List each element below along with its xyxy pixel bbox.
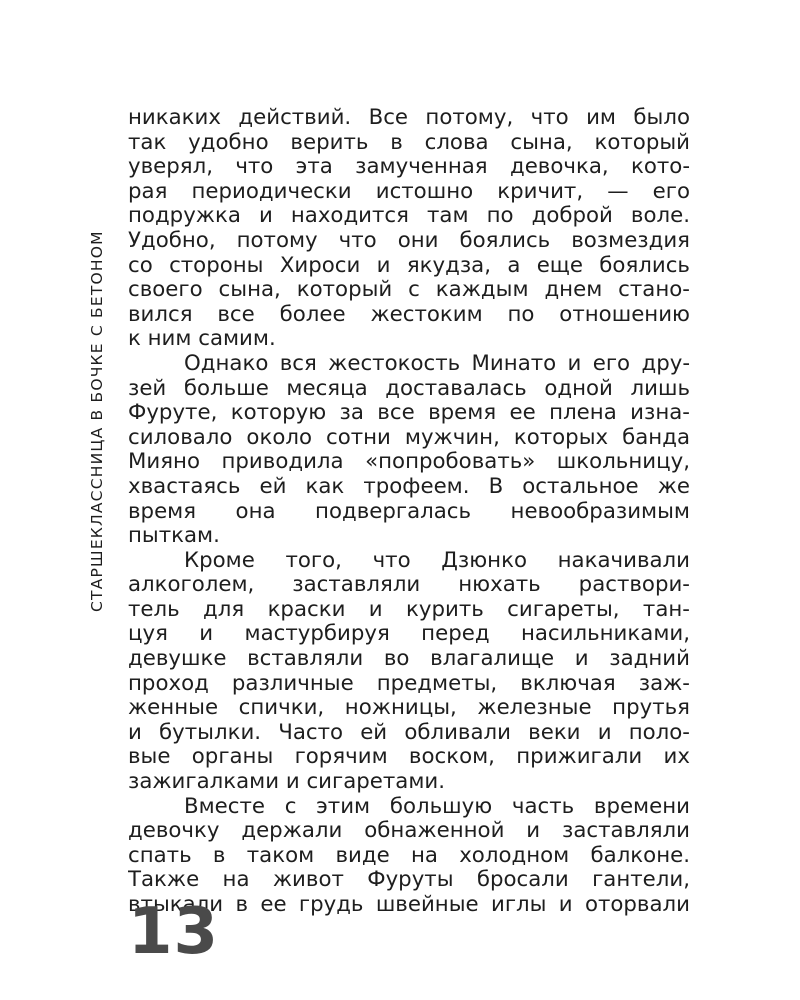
text-line: девушке вставляли во влагалище и задний (128, 647, 690, 672)
text-line: девочку держали обнаженной и заставляли (128, 819, 690, 844)
body-text (128, 106, 690, 918)
text-line: Удобно, потому что они боялись возмездия (128, 228, 690, 253)
text-line: втыкали в ее грудь швейные иглы и оторвали (128, 893, 690, 917)
text-line: хвастаясь ей как трофеем. В остальное же (128, 474, 690, 499)
text-line: тель для краски и курить сигареты, тан- (128, 597, 690, 622)
text-line: вые органы горячим воском, прижигали их (128, 745, 690, 770)
text-line: женные спички, ножницы, железные прутья (128, 696, 690, 721)
text-line: уверял, что эта замученная девочка, кото- (128, 155, 690, 180)
text-line: Вместе с этим большую часть времени (184, 794, 690, 819)
text-line: вился все более жестоким по отношению (128, 302, 690, 327)
text-line: время она подвергалась невообразимым (128, 499, 690, 524)
text-line: к ним самим. (128, 327, 276, 352)
text-line: алкоголем, заставляли нюхать раствори- (128, 573, 690, 598)
text-line: подружка и находится там по доброй воле. (128, 204, 690, 229)
text-line: Фуруте, которую за все время ее плена изна- (128, 401, 690, 426)
text-line: рая периодически истошно кричит, — его (128, 179, 690, 204)
text-line: силовало около сотни мужчин, которых банда (128, 425, 690, 450)
text-line: со стороны Хироси и якудза, а еще боялись (128, 253, 690, 278)
text-line: Также на живот Фуруты бросали гантели, (128, 868, 690, 893)
text-line: и бутылки. Часто ей обливали веки и поло- (128, 720, 690, 745)
text-line: цуя и мастурбируя перед насильниками, (128, 622, 690, 647)
text-line: спать в таком виде на холодном балконе. (128, 843, 690, 868)
text-line: никаких действий. Все потому, что им было (128, 106, 690, 130)
text-line: зажигалками и сигаретами. (128, 770, 445, 795)
text-line: зей больше месяца доставалась одной лишь (128, 376, 690, 401)
text-line: проход различные предметы, включая заж- (128, 671, 690, 696)
text-line: пыткам. (128, 524, 220, 549)
text-line: своего сына, который с каждым днем стано- (128, 278, 690, 303)
text-line: так удобно верить в слова сына, который (128, 130, 690, 155)
text-line: Кроме того, что Дзюнко накачивали (184, 548, 690, 573)
text-line: Мияно приводила «попробовать» школьницу, (128, 450, 690, 475)
running-head: СТАРШЕКЛАССНИЦА В БОЧКЕ С БЕТОНОМ (88, 230, 106, 612)
text-line: Однако вся жестокость Минато и его дру- (184, 351, 690, 376)
page-number: 13 (128, 895, 220, 969)
